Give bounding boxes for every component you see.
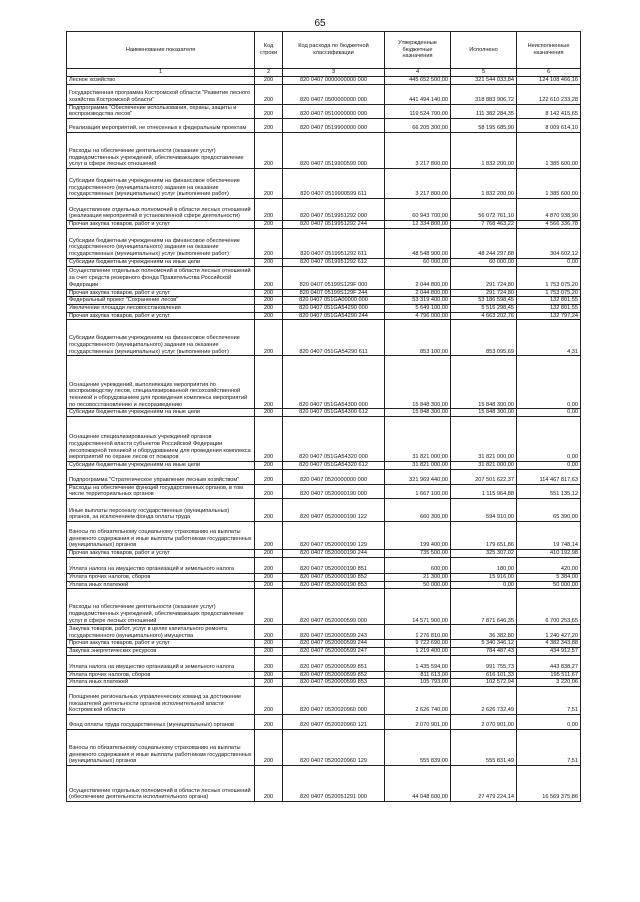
cell-executed: 616 101,33: [451, 671, 517, 679]
cell-executed: 7 768 463,22: [451, 221, 517, 229]
cell-kbk: 820 0407 0520020960 000: [283, 687, 385, 715]
cell-remaining: 1 753 075,20: [517, 266, 581, 289]
table-row: [67, 297, 581, 305]
cell-approved: 660 300,00: [385, 499, 451, 522]
table-row: [67, 266, 581, 289]
cell-name: Прочая закупка товаров, работ и услуг: [67, 550, 255, 558]
cell-executed: 325 307,02: [451, 550, 517, 558]
cell-remaining: 65 390,00: [517, 499, 581, 522]
cell-code: 200: [255, 409, 283, 417]
cell-code: 200: [255, 679, 283, 687]
cell-remaining: 16 569 375,86: [517, 766, 581, 802]
cell-approved: 600,00: [385, 557, 451, 573]
cell-name: Субсидии бюджетным учреждениям на иные цели: [67, 258, 255, 266]
table-row: [67, 589, 581, 625]
cell-remaining: 0,00: [517, 356, 581, 409]
cell-executed: 102 572,94: [451, 679, 517, 687]
table-row: [67, 119, 581, 133]
cell-remaining: 0,00: [517, 409, 581, 417]
column-header: Утвержденные бюджетные назначения: [385, 32, 451, 69]
table-row: [67, 312, 581, 320]
table-row: [67, 671, 581, 679]
cell-approved: 2 044 800,00: [385, 266, 451, 289]
cell-executed: 318 883 906,72: [451, 84, 517, 104]
cell-code: 200: [255, 297, 283, 305]
table-row: [67, 221, 581, 229]
cell-remaining: 0,00: [517, 462, 581, 470]
cell-kbk: 820 0407 0510000000 000: [283, 104, 385, 118]
cell-executed: 111 382 284,35: [451, 104, 517, 118]
cell-name: Осуществление отдельных полномочий в области лесных отношений за счет средств резервного фонда Правительства Российской Федерации: [67, 266, 255, 289]
table-row: [67, 715, 581, 730]
column-number-row: [67, 69, 581, 77]
cell-name: Реализация мероприятий, не отнесенных к федеральным проектам: [67, 119, 255, 133]
cell-code: 200: [255, 258, 283, 266]
cell-name: Субсидии бюджетным учреждениям на иные цели: [67, 409, 255, 417]
cell-code: 200: [255, 119, 283, 133]
cell-kbk: 820 0407 0520000599 243: [283, 625, 385, 640]
cell-name: Федеральный проект "Сохранение лесов": [67, 297, 255, 305]
cell-remaining: 420,00: [517, 557, 581, 573]
cell-remaining: 50 000,00: [517, 581, 581, 589]
cell-remaining: 6 700 253,65: [517, 589, 581, 625]
cell-code: 200: [255, 169, 283, 199]
cell-kbk: 820 0407 0500000000 000: [283, 84, 385, 104]
cell-executed: 2 070 901,00: [451, 715, 517, 730]
cell-code: 200: [255, 356, 283, 409]
cell-approved: 60 000,00: [385, 258, 451, 266]
table-row: [67, 228, 581, 258]
cell-executed: 56 072 761,10: [451, 199, 517, 221]
cell-kbk: 820 0407 051GA54290 611: [283, 320, 385, 356]
cell-code: 200: [255, 84, 283, 104]
cell-approved: 555 839,00: [385, 730, 451, 766]
table-row: [67, 499, 581, 522]
cell-kbk: 820 0407 0520000599 244: [283, 640, 385, 648]
cell-remaining: 1 385 600,00: [517, 169, 581, 199]
cell-approved: 1 219 400,00: [385, 647, 451, 655]
cell-code: 200: [255, 221, 283, 229]
cell-remaining: 4 382 343,88: [517, 640, 581, 648]
cell-code: 200: [255, 469, 283, 484]
cell-remaining: 132 801,55: [517, 304, 581, 312]
column-number: 1: [67, 69, 255, 77]
cell-kbk: 820 0407 0520000599 851: [283, 655, 385, 671]
table-row: [67, 409, 581, 417]
cell-name: Расходы на обеспечение деятельности (оказание услуг) подведомственных учреждений, обеспечивающих предоставление услуг в сфере лесных отношений: [67, 589, 255, 625]
cell-executed: 4 663 202,76: [451, 312, 517, 320]
table-row: [67, 730, 581, 766]
cell-approved: 3 217 800,00: [385, 169, 451, 199]
cell-name: Уплата иных платежей: [67, 581, 255, 589]
cell-remaining: 195 511,67: [517, 671, 581, 679]
table-row: [67, 469, 581, 484]
cell-remaining: 1 753 075,20: [517, 289, 581, 297]
cell-remaining: 7,51: [517, 730, 581, 766]
cell-code: 200: [255, 104, 283, 118]
cell-code: 200: [255, 573, 283, 581]
cell-approved: 119 524 700,00: [385, 104, 451, 118]
cell-approved: 31 821 000,00: [385, 417, 451, 462]
cell-remaining: 122 610 233,28: [517, 84, 581, 104]
table-row: [67, 199, 581, 221]
cell-code: 200: [255, 581, 283, 589]
column-number: 3: [283, 69, 385, 77]
cell-name: Субсидии бюджетным учреждениям на финансовое обеспечение государственного (муниципального) задания на оказание государственных (муниципальных) услуг (выполнение работ): [67, 320, 255, 356]
cell-name: Подпрограмма "Обеспечение использования, охраны, защиты и воспроизводства лесов": [67, 104, 255, 118]
cell-code: 200: [255, 557, 283, 573]
cell-approved: 9 722 690,00: [385, 640, 451, 648]
cell-executed: 207 501 622,37: [451, 469, 517, 484]
cell-name: Оснащение учреждений, выполняющих мероприятия по воспроизводству лесов, специализированной лесохозяйственной техникой и оборудованием для проведения комплекса мероприятий по лесовосстановлению и лесоразведению: [67, 356, 255, 409]
table-row: [67, 169, 581, 199]
cell-executed: 291 724,80: [451, 289, 517, 297]
cell-kbk: 820 0407 0520000190 000: [283, 484, 385, 498]
cell-executed: 1 832 200,00: [451, 133, 517, 169]
column-number: 5: [451, 69, 517, 77]
column-number: 2: [255, 69, 283, 77]
cell-kbk: 820 0407 0519900000 000: [283, 119, 385, 133]
table-row: [67, 550, 581, 558]
table-row: [67, 258, 581, 266]
table-row: [67, 417, 581, 462]
column-number: 4: [385, 69, 451, 77]
cell-name: Взносы по обязательному социальному страхованию на выплаты денежного содержания и иные выплаты работникам государственных (муниципальных) органов: [67, 522, 255, 550]
cell-approved: 66 205 300,00: [385, 119, 451, 133]
cell-executed: 2 626 732,49: [451, 687, 517, 715]
cell-code: 200: [255, 730, 283, 766]
cell-approved: 2 070 901,00: [385, 715, 451, 730]
cell-name: Увеличение площади лесовосстановления: [67, 304, 255, 312]
cell-name: Расходы на обеспечение деятельности (оказание услуг) подведомственных учреждений, обеспечивающих предоставление услуг в сфере лесных отношений: [67, 133, 255, 169]
cell-kbk: 820 0407 0519951292 612: [283, 258, 385, 266]
cell-kbk: 820 0407 0520000190 129: [283, 522, 385, 550]
cell-executed: 180,00: [451, 557, 517, 573]
page-number: 65: [314, 18, 326, 29]
cell-executed: 53 186 598,45: [451, 297, 517, 305]
cell-remaining: 3 220,06: [517, 679, 581, 687]
cell-name: Поощрение региональных управленческих команд за достижение показателей деятельности органов исполнительной власти Костромской области: [67, 687, 255, 715]
cell-remaining: 1 240 427,20: [517, 625, 581, 640]
cell-code: 200: [255, 199, 283, 221]
cell-approved: 12 334 800,00: [385, 221, 451, 229]
cell-code: 200: [255, 266, 283, 289]
cell-approved: 445 652 500,00: [385, 77, 451, 85]
cell-name: Взносы по обязательному социальному страхованию на выплаты денежного содержания и иные выплаты работникам государственных (муниципальных) органов: [67, 730, 255, 766]
table-row: [67, 104, 581, 118]
cell-remaining: 8 009 614,10: [517, 119, 581, 133]
cell-approved: 50 000,00: [385, 581, 451, 589]
cell-kbk: 820 0407 0520000190 122: [283, 499, 385, 522]
cell-executed: 784 487,43: [451, 647, 517, 655]
cell-name: Закупка товаров, работ, услуг в целях капитального ремонта государственного (муниципального) имущества: [67, 625, 255, 640]
cell-code: 200: [255, 687, 283, 715]
cell-code: 200: [255, 715, 283, 730]
cell-approved: 48 548 900,00: [385, 228, 451, 258]
cell-kbk: 820 0407 051GA54290 000: [283, 304, 385, 312]
cell-kbk: 820 0407 0520000000 000: [283, 469, 385, 484]
cell-remaining: 410 192,98: [517, 550, 581, 558]
cell-kbk: 820 0407 0519951292 611: [283, 228, 385, 258]
cell-kbk: 820 0407 051GA00000 000: [283, 297, 385, 305]
cell-kbk: 820 0407 0520020960 121: [283, 715, 385, 730]
cell-executed: 7 871 646,35: [451, 589, 517, 625]
cell-code: 200: [255, 625, 283, 640]
cell-remaining: 114 467 817,63: [517, 469, 581, 484]
cell-code: 200: [255, 499, 283, 522]
cell-approved: 199 400,00: [385, 522, 451, 550]
cell-kbk: 820 0407 0519951292 244: [283, 221, 385, 229]
cell-name: Прочая закупка товаров, работ и услуг: [67, 312, 255, 320]
cell-executed: 321 544 033,84: [451, 77, 517, 85]
table-row: [67, 679, 581, 687]
cell-remaining: 0,00: [517, 417, 581, 462]
cell-code: 200: [255, 304, 283, 312]
cell-approved: 735 500,00: [385, 550, 451, 558]
table-row: [67, 484, 581, 498]
cell-name: Подпрограмма "Стратегическое управление лесным хозяйством": [67, 469, 255, 484]
cell-approved: 53 319 400,00: [385, 297, 451, 305]
cell-name: Иные выплаты персоналу государственных (муниципальных) органов, за исключением фонда оплаты труда: [67, 499, 255, 522]
cell-name: Прочая закупка товаров, работ и услуг: [67, 640, 255, 648]
cell-executed: 31 821 000,00: [451, 462, 517, 470]
cell-approved: 1 276 810,00: [385, 625, 451, 640]
cell-remaining: 5 384,00: [517, 573, 581, 581]
cell-executed: 1 832 200,00: [451, 169, 517, 199]
cell-code: 200: [255, 133, 283, 169]
table-row: [67, 647, 581, 655]
cell-name: Субсидии бюджетным учреждениям на иные цели: [67, 462, 255, 470]
table-body: [67, 77, 581, 802]
cell-approved: 853 100,00: [385, 320, 451, 356]
column-number: 6: [517, 69, 581, 77]
cell-kbk: 820 0407 051GA54320 612: [283, 462, 385, 470]
cell-remaining: 0,00: [517, 258, 581, 266]
cell-approved: 441 494 140,00: [385, 84, 451, 104]
cell-executed: 27 479 224,14: [451, 766, 517, 802]
cell-name: Уплата налога на имущество организаций и земельного налога: [67, 557, 255, 573]
table-row: [67, 462, 581, 470]
cell-approved: 44 048 600,00: [385, 766, 451, 802]
cell-approved: 2 044 800,00: [385, 289, 451, 297]
cell-executed: 15 916,00: [451, 573, 517, 581]
cell-remaining: 124 108 466,16: [517, 77, 581, 85]
cell-kbk: 820 0407 0520000599 852: [283, 671, 385, 679]
cell-executed: 15 848 300,00: [451, 409, 517, 417]
cell-remaining: 7,51: [517, 687, 581, 715]
cell-code: 200: [255, 647, 283, 655]
cell-approved: 15 848 300,00: [385, 356, 451, 409]
cell-approved: 3 217 800,00: [385, 133, 451, 169]
table-row: [67, 77, 581, 85]
header-row: [67, 32, 581, 69]
table-row: [67, 304, 581, 312]
cell-code: 200: [255, 550, 283, 558]
column-header: Исполнено: [451, 32, 517, 69]
cell-name: Оснащение специализированных учреждений органов государственной власти субъектов Российской Федерации лесопожарной техникой и оборудованием для проведения комплекса мероприятий по охране лесов от пожаров: [67, 417, 255, 462]
cell-remaining: 434 912,57: [517, 647, 581, 655]
column-header: Код расхода по бюджетной классификации: [283, 32, 385, 69]
cell-code: 200: [255, 312, 283, 320]
cell-name: Фонд оплаты труда государственных (муниципальных) органов: [67, 715, 255, 730]
table-row: [67, 557, 581, 573]
cell-approved: 1 435 594,00: [385, 655, 451, 671]
cell-name: Закупка энергетических ресурсов: [67, 647, 255, 655]
cell-kbk: 820 0407 0520000599 000: [283, 589, 385, 625]
column-header: Код строки: [255, 32, 283, 69]
table-row: [67, 766, 581, 802]
cell-approved: 21 300,00: [385, 573, 451, 581]
cell-code: 200: [255, 289, 283, 297]
cell-approved: 1 667 100,00: [385, 484, 451, 498]
cell-code: 200: [255, 766, 283, 802]
cell-executed: 853 095,69: [451, 320, 517, 356]
cell-kbk: 820 0407 0519900599 611: [283, 169, 385, 199]
cell-name: Осуществление отдельных полномочий в области лесных отношений (реализация мероприятий в установленной сфере деятельности): [67, 199, 255, 221]
cell-executed: 60 000,00: [451, 258, 517, 266]
cell-remaining: 132 797,24: [517, 312, 581, 320]
cell-code: 200: [255, 640, 283, 648]
cell-name: Уплата иных платежей: [67, 679, 255, 687]
cell-remaining: 19 748,14: [517, 522, 581, 550]
cell-remaining: 1 385 600,00: [517, 133, 581, 169]
cell-remaining: 0,00: [517, 715, 581, 730]
cell-approved: 5 649 100,00: [385, 304, 451, 312]
cell-name: Прочая закупка товаров, работ и услуг: [67, 221, 255, 229]
cell-approved: 60 943 700,00: [385, 199, 451, 221]
cell-kbk: 820 0407 0520000190 851: [283, 557, 385, 573]
table-row: [67, 655, 581, 671]
table-row: [67, 133, 581, 169]
cell-code: 200: [255, 77, 283, 85]
cell-remaining: 443 838,27: [517, 655, 581, 671]
cell-executed: 5 340 346,12: [451, 640, 517, 648]
cell-name: Субсидии бюджетным учреждениям на финансовое обеспечение государственного (муниципального) задания на оказание государственных (муниципальных) услуг (выполнение работ): [67, 228, 255, 258]
cell-kbk: 820 0407 0520000190 244: [283, 550, 385, 558]
cell-approved: 2 626 740,00: [385, 687, 451, 715]
cell-executed: 5 516 298,45: [451, 304, 517, 312]
cell-executed: 555 831,49: [451, 730, 517, 766]
table-row: [67, 581, 581, 589]
cell-executed: 179 651,86: [451, 522, 517, 550]
cell-executed: 1 115 964,88: [451, 484, 517, 498]
cell-kbk: 820 0407 0519951292 000: [283, 199, 385, 221]
table-row: [67, 320, 581, 356]
cell-executed: 36 382,80: [451, 625, 517, 640]
table-row: [67, 640, 581, 648]
cell-executed: 15 848 300,00: [451, 356, 517, 409]
cell-code: 200: [255, 671, 283, 679]
cell-approved: 105 793,00: [385, 679, 451, 687]
cell-name: Уплата налога на имущество организаций и земельного налога: [67, 655, 255, 671]
cell-approved: 321 969 440,00: [385, 469, 451, 484]
table-row: [67, 84, 581, 104]
cell-remaining: 132 801,55: [517, 297, 581, 305]
cell-remaining: 551 135,12: [517, 484, 581, 498]
cell-executed: 594 910,00: [451, 499, 517, 522]
cell-code: 200: [255, 484, 283, 498]
cell-remaining: 4 566 336,78: [517, 221, 581, 229]
cell-code: 200: [255, 522, 283, 550]
table-row: [67, 687, 581, 715]
table-row: [67, 522, 581, 550]
table-row: [67, 356, 581, 409]
cell-kbk: 820 0407 0520000190 852: [283, 573, 385, 581]
cell-executed: 0,00: [451, 581, 517, 589]
table-row: [67, 289, 581, 297]
cell-kbk: 820 0407 051GA54320 000: [283, 417, 385, 462]
cell-name: Прочая закупка товаров, работ и услуг: [67, 289, 255, 297]
cell-name: Уплата прочих налогов, сборов: [67, 671, 255, 679]
cell-remaining: 304 602,12: [517, 228, 581, 258]
cell-approved: 811 613,00: [385, 671, 451, 679]
cell-approved: 15 848 300,00: [385, 409, 451, 417]
cell-kbk: 820 0407 0520000599 853: [283, 679, 385, 687]
cell-code: 200: [255, 462, 283, 470]
table-row: [67, 573, 581, 581]
cell-kbk: 820 0407 051GA54300 000: [283, 356, 385, 409]
cell-kbk: 820 0407 051GA54290 244: [283, 312, 385, 320]
cell-approved: 4 796 000,00: [385, 312, 451, 320]
cell-remaining: 8 142 415,65: [517, 104, 581, 118]
cell-executed: 48 244 297,88: [451, 228, 517, 258]
cell-approved: 14 571 900,00: [385, 589, 451, 625]
cell-name: Уплата прочих налогов, сборов: [67, 573, 255, 581]
cell-code: 200: [255, 320, 283, 356]
cell-code: 200: [255, 589, 283, 625]
cell-code: 200: [255, 655, 283, 671]
cell-executed: 31 821 000,00: [451, 417, 517, 462]
cell-kbk: 820 0407 05199S129F 244: [283, 289, 385, 297]
cell-executed: 58 195 685,90: [451, 119, 517, 133]
cell-remaining: 4,31: [517, 320, 581, 356]
cell-kbk: 820 0407 0000000000 000: [283, 77, 385, 85]
cell-name: Лесное хозяйство: [67, 77, 255, 85]
cell-approved: 31 821 000,00: [385, 462, 451, 470]
cell-kbk: 820 0407 051GA54300 612: [283, 409, 385, 417]
cell-kbk: 820 0407 0520020960 129: [283, 730, 385, 766]
cell-code: 200: [255, 228, 283, 258]
cell-name: Субсидии бюджетным учреждениям на финансовое обеспечение государственного (муниципального) задания на оказание государственных (муниципальных) услуг (выполнение работ): [67, 169, 255, 199]
budget-table: [66, 31, 581, 802]
cell-executed: 991 755,73: [451, 655, 517, 671]
cell-name: Осуществление отдельных полномочий в области лесных отношений (обеспечение деятельности исполнительного органа): [67, 766, 255, 802]
cell-remaining: 4 870 938,90: [517, 199, 581, 221]
cell-name: Расходы на обеспечение функций государственных органов, в том числе территориальных органов: [67, 484, 255, 498]
cell-kbk: 820 0407 0520051291 000: [283, 766, 385, 802]
table-row: [67, 625, 581, 640]
column-header: Неисполненные назначения: [517, 32, 581, 69]
cell-kbk: 820 0407 0519900599 000: [283, 133, 385, 169]
cell-kbk: 820 0407 05199S129F 000: [283, 266, 385, 289]
cell-executed: 291 724,80: [451, 266, 517, 289]
cell-kbk: 820 0407 0520000599 247: [283, 647, 385, 655]
cell-name: Государственная программа Костромской области "Развитие лесного хозяйства Костромской области": [67, 84, 255, 104]
column-header: Наименование показателя: [67, 32, 255, 69]
cell-code: 200: [255, 417, 283, 462]
cell-kbk: 820 0407 0520000190 853: [283, 581, 385, 589]
